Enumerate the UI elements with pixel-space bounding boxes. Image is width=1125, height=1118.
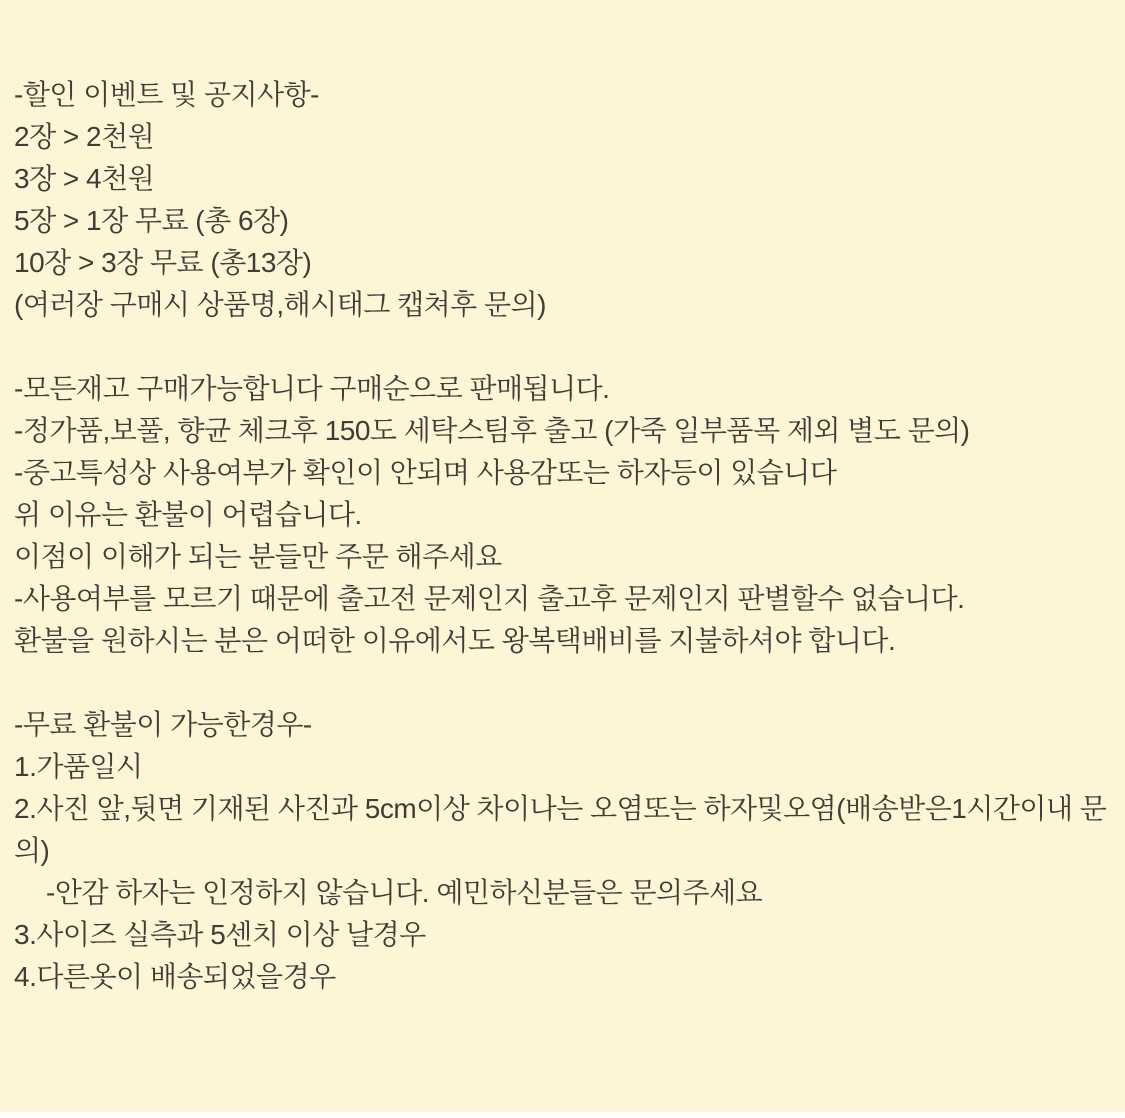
notice-blank-line xyxy=(14,326,1109,368)
notice-line: -중고특성상 사용여부가 확인이 안되며 사용감또는 하자등이 있습니다 xyxy=(14,457,837,488)
notice-line: 4.다른옷이 배송되었을경우 xyxy=(14,961,336,992)
notice-line: 1.가품일시 xyxy=(14,751,143,782)
notice-blank-line xyxy=(14,662,1109,704)
notice-text xyxy=(14,74,1109,998)
notice-line: -안감 하자는 인정하지 않습니다. 예민하신분들은 문의주세요 xyxy=(46,877,763,908)
notice-line: 2장 > 2천원 xyxy=(14,121,155,152)
notice-line: 5장 > 1장 무료 (총 6장) xyxy=(14,205,289,236)
notice-line: -사용여부를 모르기 때문에 출고전 문제인지 출고후 문제인지 판별할수 없습니다. xyxy=(14,583,965,614)
notice-line: 10장 > 3장 무료 (총13장) xyxy=(14,247,312,278)
notice-line: 환불을 원하시는 분은 어떠한 이유에서도 왕복택배비를 지불하셔야 합니다. xyxy=(14,625,896,656)
notice-line: 위 이유는 환불이 어렵습니다. xyxy=(14,499,362,530)
notice-line: (여러장 구매시 상품명,해시태그 캡쳐후 문의) xyxy=(14,289,546,320)
notice-line: -할인 이벤트 및 공지사항- xyxy=(14,79,319,110)
notice-line: -무료 환불이 가능한경우- xyxy=(14,709,312,740)
notice-line: 2.사진 앞,뒷면 기재된 사진과 5cm이상 차이나는 오염또는 하자및오염(배송받은1시간이내 문의) xyxy=(14,793,1107,866)
notice-line: 3장 > 4천원 xyxy=(14,163,155,194)
notice-line: 3.사이즈 실측과 5센치 이상 날경우 xyxy=(14,919,426,950)
notice-line: -모든재고 구매가능합니다 구매순으로 판매됩니다. xyxy=(14,373,610,404)
notice-line: -정가품,보풀, 향균 체크후 150도 세탁스팀후 출고 (가죽 일부품목 제외 별도 문의) xyxy=(14,415,970,446)
notice-line: 이점이 이해가 되는 분들만 주문 해주세요 xyxy=(14,541,502,572)
